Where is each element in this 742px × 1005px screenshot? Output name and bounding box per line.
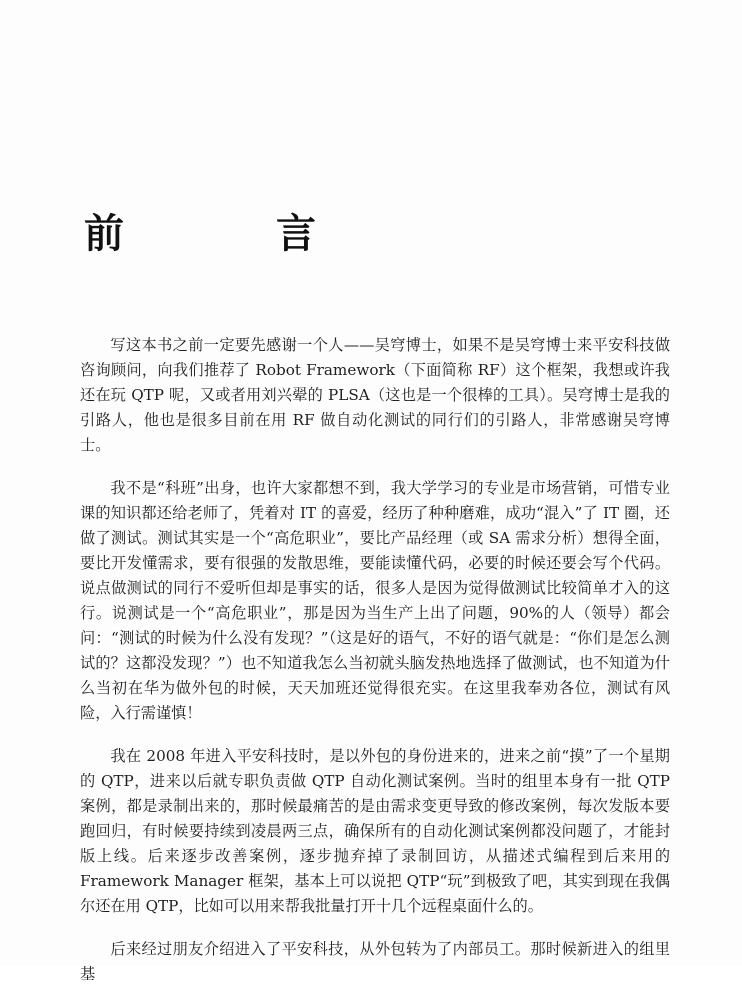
chapter-title: 前 言 [84,211,372,257]
paragraph: 我在 2008 年进入平安科技时，是以外包的身份进来的，进来之前“摸”了一个星期的 QTP，进来以后就专职负责做 QTP 自动化测试案例。当时的组里本身有一批 QTP 案例，都是录制出来的，那时候最痛苦的是由需求变更导致的修改案例，每次发版本要跑回归，有时候要持续到凌晨两三点，确保所有的自动化测试案例都没问题了，才能封版上线。后来逐步改善案例，逐步抛弃掉了录制回访，从描述式编程到后来用的 Framework Manager 框架，基本上可以说把 QTP“玩”到极致了吧，其实到现在我偶尔还在用 QTP，比如可以用来帮我批量打开十几个远程桌面什么的。 [80,747,670,915]
paragraph: 后来经过朋友介绍进入了平安科技，从外包转为了内部员工。那时候新进入的组里基 [80,940,670,983]
preface-body [80,333,670,1005]
paragraph: 我不是“科班”出身，也许大家都想不到，我大学学习的专业是市场营销，可惜专业课的知识都还给老师了，凭着对 IT 的喜爱，经历了种种磨难，成功“混入”了 IT 圈，还做了测试。测试其实是一个“高危职业”，要比产品经理（或 SA 需求分析）想得全面，要比开发懂需求，要有很强的发散思维，要能读懂代码，必要的时候还要会写个代码。说点做测试的同行不爱听但却是事实的话，很多人是因为觉得做测试比较简单才入的这行。说测试是一个“高危职业”，那是因为当生产上出了问题，90%的人（领导）都会问：“测试的时候为什么没有发现？”（这是好的语气，不好的语气就是：“你们是怎么测试的？这都没发现？”）也不知道我怎么当初就头脑发热地选择了做测试，也不知道为什么当初在华为做外包的时候，天天加班还觉得很充实。在这里我奉劝各位，测试有风险，入行需谨慎！ [80,479,670,722]
paragraph: 写这本书之前一定要先感谢一个人——吴穹博士，如果不是吴穹博士来平安科技做咨询顾问，向我们推荐了 Robot Framework（下面简称 RF）这个框架，我想或许我还在玩 QTP 呢，又或者用刘兴翚的 PLSA（这也是一个很棒的工具）。吴穹博士是我的引路人，他也是很多目前在用 RF 做自动化测试的同行们的引路人，非常感谢吴穹博士。 [80,336,670,454]
